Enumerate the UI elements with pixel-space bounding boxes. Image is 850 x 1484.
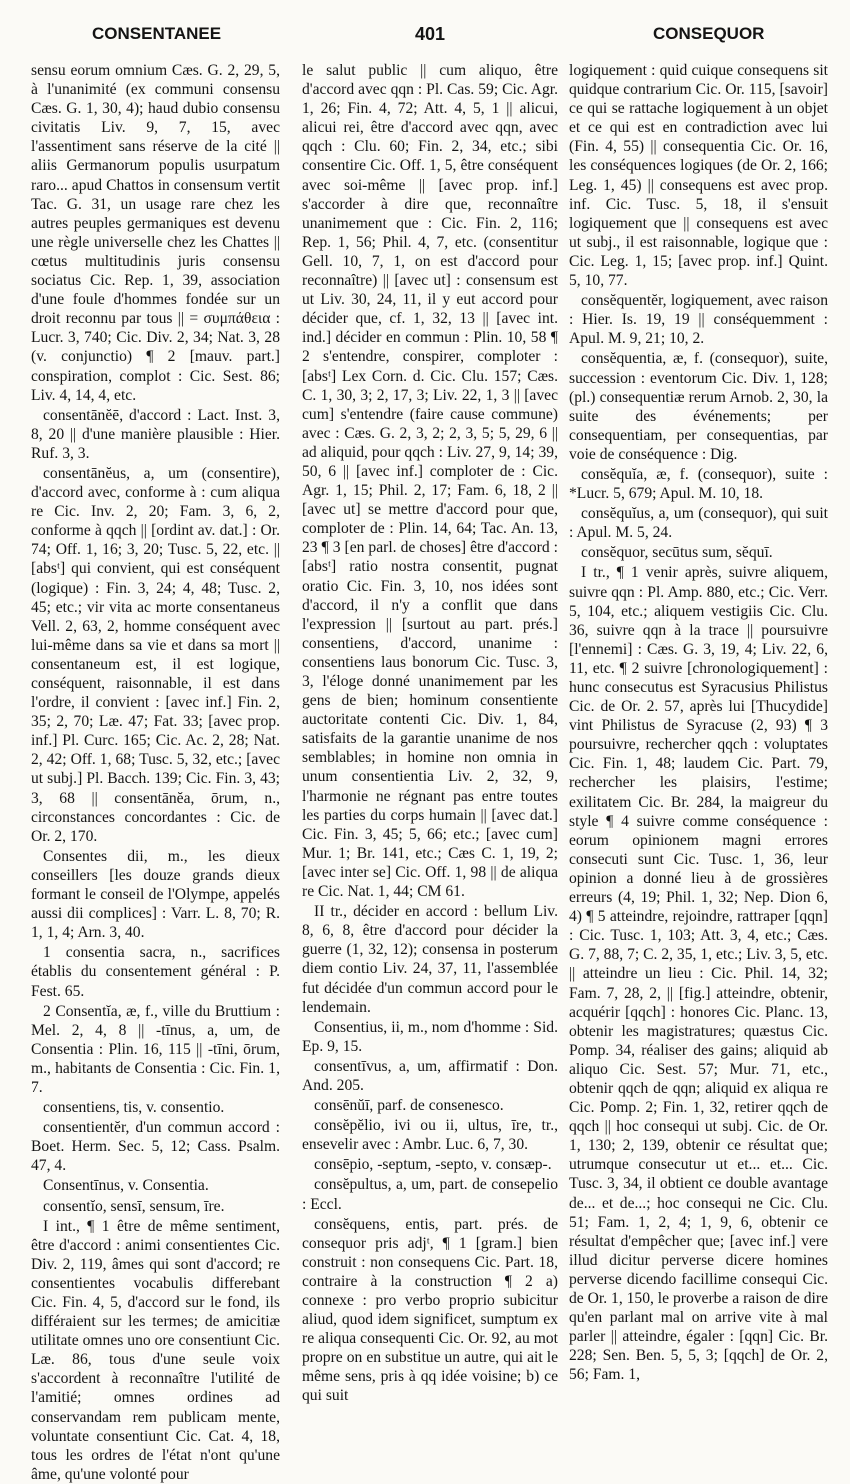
entry-consentio: consentĭo, sensī, sensum, īre. xyxy=(43,1197,225,1215)
column-right xyxy=(569,61,828,1384)
entry-consepelio: consĕpĕlio, ivi ou ii, ultus, īre, tr., ensevelir avec : Ambr. Luc. 6, 7, 30. xyxy=(302,1117,558,1154)
entry-consequius: consĕquĭus, a, um (consequor), qui suit : Apul. M. 5, 24. xyxy=(569,505,828,542)
right-running-headword: CONSEQUOR xyxy=(653,24,765,43)
entry-consentanee: consentānĕē, d'accord : Lact. Inst. 3, 8, 20 || d'une manière plausible : Hier. Ruf. 3, 3. xyxy=(31,406,280,462)
entry-consepio: consēpio, -septum, -septo, v. consæp-. xyxy=(314,1156,552,1174)
entry-consentienter: consentientĕr, d'un commun accord : Boet. Herm. Sec. 5, 12; Cass. Psalm. 47, 4. xyxy=(31,1119,280,1175)
entry-consequor: consĕquor, secūtus sum, sĕquī. xyxy=(581,544,773,562)
entry-consentio-sense-2: II tr., décider en accord : bellum Liv. 8, 6, 8, être d'accord pour décider la guerre (1, 32, 12); consensa in posterum diem contio Liv. 24, 37, 11, l'assemblée fut décidée d'un commun accord pour le lendemain. xyxy=(302,903,558,1016)
entry-consentes: Consentes dii, m., les dieux conseillers [les douze grands dieux formant le conseil de l'Olympe, appelés aussi dii complices] : Varr. L. 8, 70; R. 1, 1, 4; Arn. 3, 40. xyxy=(31,847,280,942)
entry-consentiens: consentiens, tis, v. consentio. xyxy=(43,1099,225,1117)
entry-consentius: Consentius, ii, m., nom d'homme : Sid. Ep. 9, 15. xyxy=(302,1018,558,1055)
entry-consentaneus: consentānĕus, a, um (consentire), d'accord avec, conforme à : cum aliqua re Cic. Inv. 2, 20; Fam. 3, 6, 2, conforme à qqch || [ordint av. dat.] : Or. 74; Off. 1, 16; 3, 20; Tusc. 5, 22, etc. || [absᵗ] qui convient, qui est conséquent (logique) : Fin. 3, 24; 4, 48; Tusc. 2, 45; etc.; vir vita ac morte consentaneus Vell. 2, 63, 2, homme conséquent avec lui-même dans sa vie et dans sa mort || consentaneum est, il est logique, conséquent, raisonnable, il est dans l'ordre, il convient : [avec inf.] Fin. 2, 35; 2, 70; Læ. 47; Fat. 33; [avec prop. inf.] Pl. Curc. 165; Cic. Ac. 2, 28; Nat. 2, 42; Off. 1, 68; Tusc. 5, 32, etc.; [avec ut subj.] Pl. Bacch. 139; Cic. Fin. 3, 43; 3, 68 || consentānĕa, ōrum, n., circonstances concordantes : Cic. de Or. 2, 170. xyxy=(31,464,280,845)
entry-continuation: sensu eorum omnium Cæs. G. 2, 29, 5, à l'unanimité (ex communi consensu Cæs. G. 1, 30, 4); haud dubio consensu civitatis Liv. 9, 7, 15, avec l'assentiment sans réserve de la cité || aliis Germanorum populis usurpatum raro... apud Chattos in consensum vertit Tac. G. 31, un usage rare chez les autres peuples germaniques est devenu une règle universelle chez les Chattes || cœtus multitudinis juris consensu sociatus Cic. Rep. 1, 39, association d'une foule d'hommes fondée sur un droit reconnu par tous || = συμπάθεια : Lucr. 3, 740; Cic. Div. 2, 34; Nat. 3, 28 (v. conjunctio) ¶ 2 [mauv. part.] conspiration, complot : Cic. Sest. 86; Liv. 4, 14, 4, etc. xyxy=(31,62,280,404)
entry-consentia-city: 2 Consentĭa, æ, f., ville du Bruttium : Mel. 2, 4, 8 || -tīnus, a, um, de Consentia : Plin. 16, 115 || -tīni, ōrum, m., habitants de Consentia : Cic. Fin. 1, 7. xyxy=(31,1002,280,1096)
column-middle xyxy=(302,61,558,1405)
entry-consentivus: consentīvus, a, um, affirmatif : Don. And. 205. xyxy=(302,1057,558,1094)
column-left xyxy=(31,61,280,1483)
entry-consentinus: Consentīnus, v. Consentia. xyxy=(43,1177,209,1195)
entry-consenui: consēnŭī, parf. de consenesco. xyxy=(314,1097,504,1115)
entry-consentia-sacra: 1 consentia sacra, n., sacrifices établis du consentement général : P. Fest. 65. xyxy=(31,944,280,1000)
entry-consequentia: consĕquentia, æ, f. (consequor), suite, succession : eventorum Cic. Div. 1, 128; (pl.) consequentiæ rerum Arnob. 2, 30, la suite des événements; per consequentiam, per consequentias, par voie de conséquence : Dig. xyxy=(569,350,828,463)
running-header xyxy=(0,0,850,58)
entry-consequia: consĕquĭa, æ, f. (consequor), suite : *Lucr. 5, 679; Apul. M. 10, 18. xyxy=(569,465,828,503)
left-running-headword: CONSENTANEE xyxy=(92,24,222,43)
entry-consequenter: consĕquentĕr, logiquement, avec raison : Hier. Is. 19, 19 || conséquemment : Apul. M. 9, 21; 10, 2. xyxy=(569,292,828,348)
page-number: 401 xyxy=(415,24,446,44)
entry-consequor-sense-1: I tr., ¶ 1 venir après, suivre aliquem, suivre qqn : Pl. Amp. 880, etc.; Cic. Verr. 5, 104, etc.; aliquem vestigiis Cic. Clu. 36, suivre qqn à la trace || poursuivre [l'ennemi] : Cæs. G. 3, 19, 4; Liv. 22, 6, 11, etc. ¶ 2 suivre [chronologiquement] : hunc consecutus est Syracusius Philistus Cic. de Or. 2. 57, après lui [Thucydide] vint Philistus de Syracuse (2, 93) ¶ 3 poursuivre, rechercher qqch : voluptates Cic. Fin. 1, 48; laudem Cic. Part. 79, rechercher les plaisirs, l'estime; exilitatem Cic. Br. 284, la maigreur du style ¶ 4 suivre comme conséquence : eorum opinionem magni errores consecuti sunt Cic. Tusc. 1, 36, leur opinion a donné lieu à de grossières erreurs (4, 19; Phil. 1, 32; Nep. Dion 6, 4) ¶ 5 atteindre, rejoindre, rattraper [qqn] : Cic. Tusc. 1, 103; Att. 3, 4, etc.; Cæs. G. 7, 88, 7; C. 2, 35, 1, etc.; Liv. 3, 5, etc. || atteindre un lieu : Cic. Phil. 14, 32; Fam. 7, 28, 2, || [fig.] atteindre, obtenir, acquérir [qqch] : honores Cic. Planc. 13, obtenir les magistratures; quæstus Cic. Pomp. 34, réaliser des gains; aliquid ab aliquo Cic. Sest. 57; Mur. 71, etc., obtenir qqch de qqn; aliquid ex aliqua re Cic. Pomp. 2; Fin. 1, 32, retirer qqch de qqch || hoc consequi ut subj. Cic. de Or. 1, 130; 2, 139, obtenir ce résultat que; utrumque consecutur ut et... et... Cic. Tusc. 3, 34, il obtient ce double avantage de... et de...; hoc consequi ne Cic. Clu. 51; Fam. 1, 2, 4; 1, 9, 6, obtenir ce résultat d'empêcher que; [avec inf.] vere illud dicitur perverse dicere homines perverse dicendo facillime consequi Cic. de Or. 1, 150, le proverbe a raison de dire qu'en parlant mal on arrive vite à mal parler || atteindre, égaler : [qqn] Cic. Br. 228; Sen. Ben. 5, 5, 3; [qqch] de Or. 2, 56; Fam. 1, xyxy=(569,564,828,1384)
entry-continuation: logiquement : quid cuique consequens sit quidque contrarium Cic. Or. 115, [savoir] ce qui se rattache logiquement à un objet et ce qui est en contradiction avec lui (Fin. 4, 55) || consequentia Cic. Or. 16, les conséquences logiques (de Or. 2, 166; Leg. 1, 45) || consequens est avec prop. inf. Cic. Tusc. 5, 18, il s'ensuit logiquement que || consequens est avec ut subj., il est raisonnable, logique que : Cic. Leg. 1, 15; [avec prop. inf.] Quint. 5, 10, 77. xyxy=(569,62,828,290)
entry-consequens: consĕquens, entis, part. prés. de consequor pris adjᵗ, ¶ 1 [gram.] bien construit : non consequens Cic. Part. 18, contraire à la construction ¶ 2 a) connexe : pro verbo proprio subicitur aliud, quod idem significet, sumptum ex re aliqua consequenti Cic. Or. 92, au mot propre on en substitue un autre, qui ait le même sens, pris à qq idée voisine; b) ce qui suit xyxy=(302,1215,558,1405)
entry-consentio-sense-1: I int., ¶ 1 être de même sentiment, être d'accord : animi consentientes Cic. Div. 2, 119, âmes qui sont d'accord; re consentientes vocabulis differebant Cic. Fin. 4, 5, d'accord sur le fond, ils différaient sur les termes; de amicitiæ utilitate omnes uno ore consentiunt Cic. Læ. 86, tous d'une seule voix s'accordent à reconnaître l'utilité de l'amitié; omnes ordines ad conservandam rem publicam mente, voluntate consentiunt Cic. Cat. 4, 18, tous les ordres de l'état n'ont qu'une âme, qu'une volonté pour xyxy=(31,1217,280,1483)
entry-continuation: le salut public || cum aliquo, être d'accord avec qqn : Pl. Cas. 59; Cic. Agr. 1, 26; Fin. 4, 72; Att. 4, 5, 1 || alicui, alicui rei, être d'accord avec qqn, avec qqch : Clu. 60; Fin. 2, 34, etc.; sibi consentire Cic. Off. 1, 5, être conséquent avec soi-même || [avec prop. inf.] s'accorder à dire que, reconnaître unanimement que : Cic. Fin. 2, 116; Rep. 1, 56; Phil. 4, 7, etc. (consentitur Gell. 10, 7, 1, on est d'accord pour reconnaître) || [avec ut] : consensum est ut Liv. 30, 24, 11, il y eut accord pour décider que, cf. 1, 32, 13 || [avec int. ind.] décider en commun : Plin. 10, 58 ¶ 2 s'entendre, conspirer, comploter : [absᵗ] Lex Corn. d. Cic. Clu. 157; Cæs. C. 1, 30, 3; 2, 17, 3; Liv. 22, 1, 3 || [avec cum] s'entendre (faire cause commune) avec : Cæs. G. 2, 3, 2; 2, 3, 5; 5, 29, 6 || ad aliquid, pour qqch : Liv. 27, 9, 14; 39, 50, 6 || [avec inf.] comploter de : Cic. Agr. 1, 15; Phil. 2, 17; Fam. 6, 18, 2 || [avec ut] se mettre d'accord pour que, comploter de : Plin. 14, 64; Tac. An. 13, 23 ¶ 3 [en parl. de choses] être d'accord : [absᵗ] ratio nostra consentit, pugnat oratio Cic. Fin. 3, 10, nos idées sont d'accord, il n'y a conflit que dans l'expression || [surtout au part. prés.] consentiens, d'accord, unanime : consentiens laus bonorum Cic. Tusc. 3, 3, l'éloge donné unanimement par les gens de bien; hominum consentiente auctoritate contenti Cic. Div. 1, 84, satisfaits de la garantie unanime de nos semblables; in homine non omnia in unum consentientia Liv. 2, 32, 9, l'harmonie ne régnant pas entre toutes les parties du corps humain || [avec dat.] Cic. Fin. 3, 45; 5, 66; etc.; [avec cum] Mur. 1; Br. 141, etc.; Cæs C. 1, 19, 2; [avec inter se] Cic. Off. 1, 98 || de aliqua re Cic. Nat. 1, 44; CM 61. xyxy=(302,62,558,901)
entry-consepultus: consĕpultus, a, um, part. de consepelio : Eccl. xyxy=(302,1176,558,1213)
